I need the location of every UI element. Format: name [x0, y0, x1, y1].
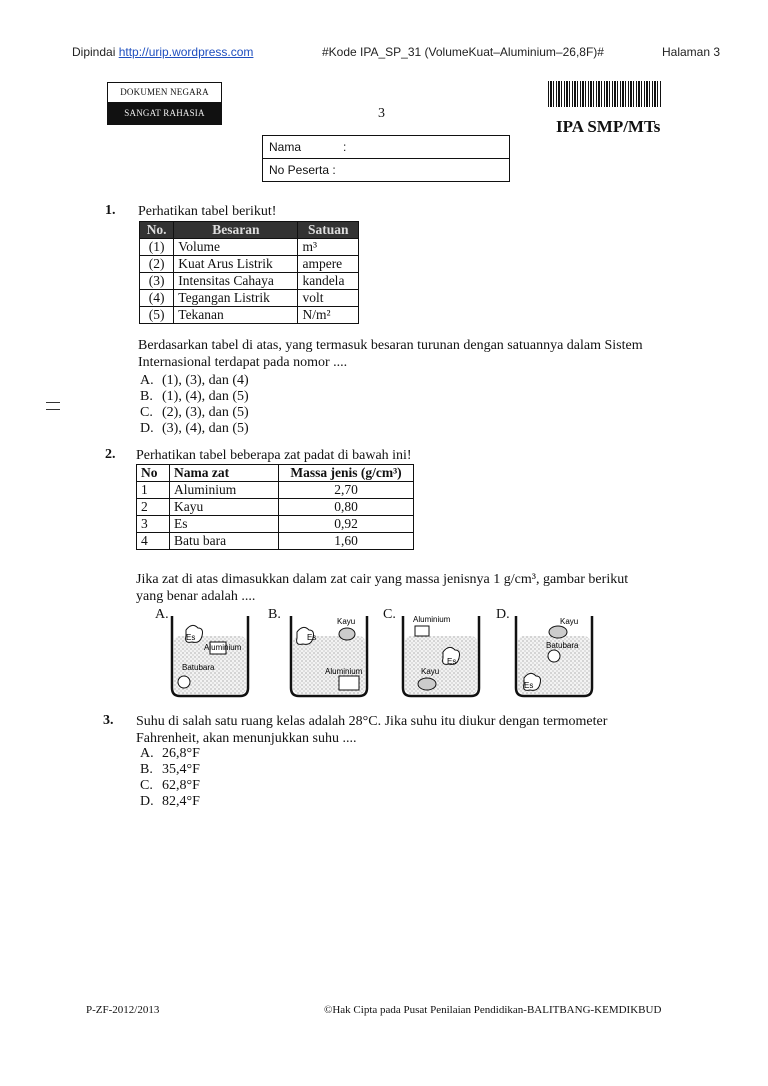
beaker-a — [166, 612, 254, 698]
label-es: Es — [524, 681, 534, 690]
q1-table — [139, 221, 359, 324]
page-number: 3 — [378, 106, 385, 121]
option-c[interactable]: C. 62,8°F — [140, 778, 200, 793]
option-c[interactable]: C. (2), (3), dan (5) — [140, 405, 249, 420]
label-kayu: Kayu — [421, 667, 440, 676]
scan-prefix: Dipindai — [72, 45, 116, 59]
option-b[interactable]: B. 35,4°F — [140, 762, 200, 777]
footer-copyright: ©Hak Cipta pada Pusat Penilaian Pendidikan-BALITBANG-KEMDIKBUD — [324, 1004, 662, 1016]
participant-number-row[interactable]: No Peserta : — [263, 158, 509, 181]
label-kayu: Kayu — [337, 617, 356, 626]
q1-question: Berdasarkan tabel di atas, yang termasuk besaran turunan dengan satuannya dalam Sistem Internasional terdapat pada nomor .... — [138, 338, 643, 370]
q2-table — [136, 464, 414, 550]
scan-source — [72, 45, 253, 59]
stamp-line-1: DOKUMEN NEGARA — [108, 83, 221, 102]
figure-a-label[interactable]: A. — [155, 607, 169, 622]
beaker-b — [285, 612, 373, 698]
option-b[interactable]: B. (1), (4), dan (5) — [140, 389, 249, 404]
footer-code: P-ZF-2012/2013 — [86, 1004, 160, 1016]
table-row: (5) Tekanan N/m² — [140, 307, 359, 324]
figure-b-label[interactable]: B. — [268, 607, 281, 622]
table-row: (4) Tegangan Listrik volt — [140, 290, 359, 307]
question-number: 2. — [105, 447, 116, 462]
figure-d-label[interactable]: D. — [496, 607, 510, 622]
table-row: 4 Batu bara 1,60 — [137, 533, 414, 550]
label-batubara: Batubara — [546, 641, 579, 650]
figure-c-label[interactable]: C. — [383, 607, 396, 622]
q1-options — [140, 373, 249, 437]
q1-prompt: Perhatikan tabel berikut! — [138, 204, 277, 219]
margin-mark — [46, 402, 60, 410]
label-es: Es — [186, 633, 196, 642]
table-header-row: No. Besaran Satuan — [140, 222, 359, 239]
subject-title: IPA SMP/MTs — [556, 117, 661, 136]
option-d[interactable]: D. 82,4°F — [140, 794, 200, 809]
option-d[interactable]: D. (3), (4), dan (5) — [140, 421, 249, 436]
q2-prompt: Perhatikan tabel beberapa zat padat di bawah ini! — [136, 448, 412, 463]
beaker-d — [510, 612, 598, 698]
label-kayu: Kayu — [560, 617, 579, 626]
page-indicator: Halaman 3 — [662, 45, 721, 59]
beaker-c — [397, 612, 485, 698]
q3-options — [140, 746, 200, 810]
question-number: 1. — [105, 203, 116, 218]
label-aluminium: Aluminium — [413, 615, 451, 624]
label-batubara: Batubara — [182, 663, 215, 672]
identity-box — [262, 135, 510, 182]
q3-question: Suhu di salah satu ruang kelas adalah 28°C. Jika suhu itu diukur dengan termometer Fahrenheit, akan menunjukkan suhu .... — [136, 714, 608, 746]
table-row: 2 Kayu 0,80 — [137, 499, 414, 516]
question-number: 3. — [103, 713, 114, 728]
label-es: Es — [447, 657, 457, 666]
option-a[interactable]: A. (1), (3), dan (4) — [140, 373, 249, 388]
name-row[interactable]: Nama : — [269, 140, 347, 154]
q2-question: Jika zat di atas dimasukkan dalam zat cair yang massa jenisnya 1 g/cm³, gambar berikut yang benar adalah .... — [136, 572, 629, 604]
label-aluminium: Aluminium — [204, 643, 242, 652]
table-row: (2) Kuat Arus Listrik ampere — [140, 256, 359, 273]
table-row: 1 Aluminium 2,70 — [137, 482, 414, 499]
table-row: 3 Es 0,92 — [137, 516, 414, 533]
stamp-line-2: SANGAT RAHASIA — [108, 102, 221, 124]
option-a[interactable]: A. 26,8°F — [140, 746, 200, 761]
document-code: #Kode IPA_SP_31 (VolumeKuat–Aluminium–26,8F)# — [322, 45, 604, 59]
classification-stamp — [107, 82, 222, 125]
source-link[interactable]: http://urip.wordpress.com — [118, 45, 254, 59]
table-row: (1) Volume m³ — [140, 239, 359, 256]
label-aluminium: Aluminium — [325, 667, 363, 676]
barcode-icon — [548, 81, 661, 107]
label-es: Es — [307, 633, 317, 642]
table-header-row: No Nama zat Massa jenis (g/cm³) — [137, 465, 414, 482]
table-row: (3) Intensitas Cahaya kandela — [140, 273, 359, 290]
